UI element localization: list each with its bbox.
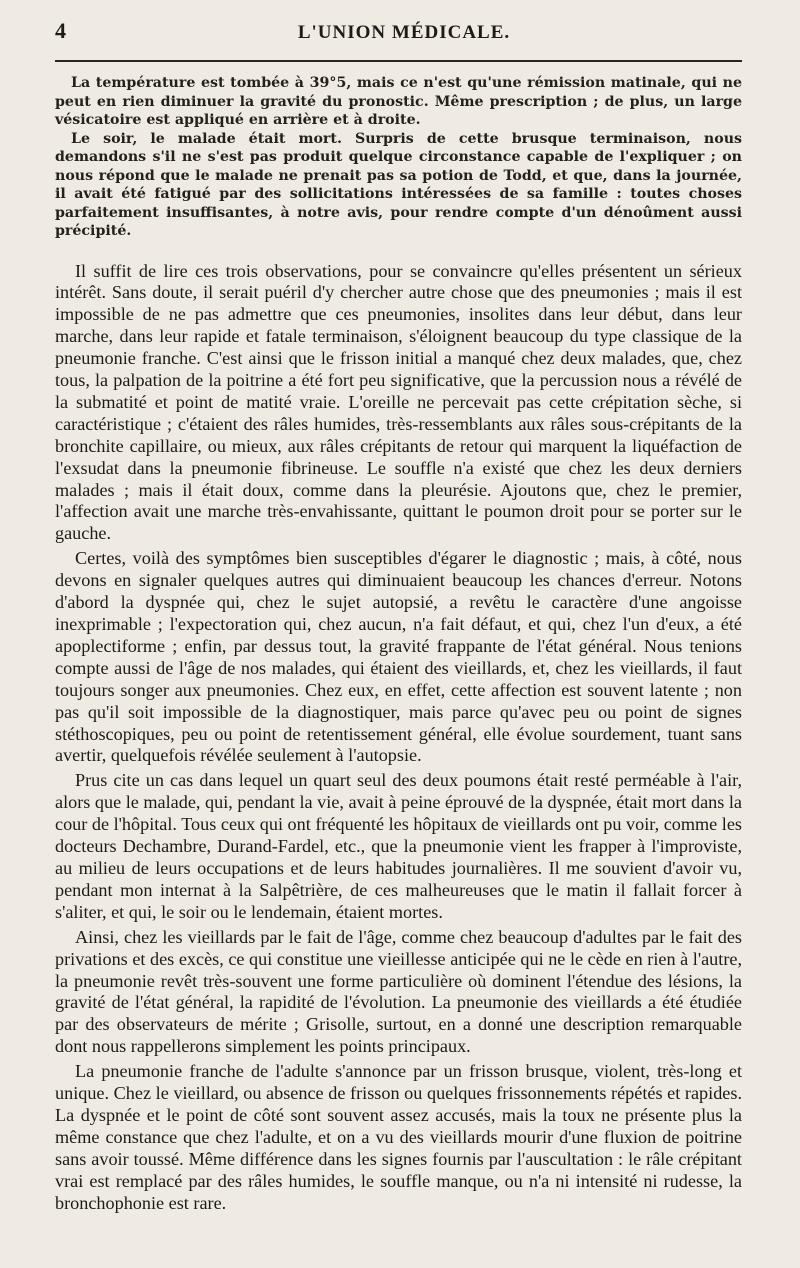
running-header	[55, 18, 742, 48]
page-number: 4	[55, 18, 66, 43]
observation-paragraph: Le soir, le malade était mort. Surpris de cette brusque terminaison, nous demandons s'il ne s'est pas produit quelque circonstance capable de l'expliquer ; on nous répond que le malade ne prenait pas sa potion de Todd, et que, dans la journée, il avait été fatigué par des sollicitations intéressées de sa famille : toutes choses parfaitement insuffisantes, à notre avis, pour rendre compte d'un dénoûment aussi précipité.	[55, 130, 742, 239]
body-paragraph: Prus cite un cas dans lequel un quart seul des deux poumons était resté perméable à l'air, alors que le malade, qui, pendant la vie, avait à peine éprouvé de la dyspnée, était mort dans la cour de l'hôpital. Tous ceux qui ont fréquenté les hôpitaux de vieillards ont pu voir, comme les docteurs Dechambre, Durand-Fardel, etc., que la pneumonie vient les frapper à l'improviste, au milieu de leurs occupations et de leurs habitudes journalières. Il me souvient d'avoir vu, pendant mon internat à la Salpêtrière, de ces malheureuses que le matin il fallait forcer à s'aliter, et qui, le soir ou le lendemain, étaient mortes.	[55, 770, 742, 922]
body-paragraph: Ainsi, chez les vieillards par le fait de l'âge, comme chez beaucoup d'adultes par le fait des privations et des excès, ce qui constitue une vieillesse anticipée qui ne le cède en rien à l'autre, la pneumonie revêt très-souvent une forme particulière où dominent l'étendue des lésions, la gravité de l'état général, la rapidité de l'évolution. La pneumonie des vieillards a été étudiée par des observateurs de mérite ; Grisolle, surtout, en a donné une description remarquable dont nous rappellerons simplement les points principaux.	[55, 926, 742, 1057]
header-rule	[55, 60, 742, 62]
body-paragraph: Il suffit de lire ces trois observations, pour se convaincre qu'elles présentent un sérieux intérêt. Sans doute, il serait puéril d'y chercher autre chose que des pneumonies ; mais il est impossible de ne pas admettre que ces pneumonies, insolites dans leur début, dans leur marche, dans leur rapide et fatale terminaison, s'éloignent beaucoup du type classique de la pneumonie franche. C'est ainsi que le frisson initial a manqué chez deux malades, que, chez tous, la palpation de la poitrine a été fort peu significative, que la percussion nous a révélé de la submatité et point de matité vraie. L'oreille ne percevait pas cette crépitation sèche, si caractéristique ; c'étaient des râles humides, très-ressemblants aux râles sous-crépitants de la bronchite capillaire, ou mieux, aux râles crépitants de retour qui marquent la liquéfaction de l'exsudat dans la pneumonie fibrineuse. Le souffle n'a existé que chez les deux derniers malades ; mais il était doux, comme dans la pleurésie. Ajoutons que, chez le premier, l'affection avait une marche très-envahissante, quittant le poumon droit pour se porter sur le gauche.	[55, 260, 742, 544]
body-paragraph: Certes, voilà des symptômes bien susceptibles d'égarer le diagnostic ; mais, à côté, nous devons en signaler quelques autres qui diminuaient beaucoup les chances d'erreur. Notons d'abord la dyspnée qui, chez le sujet autopsié, a revêtu le caractère d'une angoisse inexprimable ; l'expectoration qui, chez aucun, n'a fait défaut, et qui, chez l'un d'eux, a été apoplectiforme ; enfin, par dessus tout, la gravité frappante de l'état général. Nous tenions compte aussi de l'âge de nos malades, qui étaient des vieillards, et, chez les vieillards, il faut toujours songer aux pneumonies. Chez eux, en effet, cette affection est souvent latente ; non pas qu'il soit impossible de la diagnostiquer, mais parce qu'avec peu ou point de signes stéthoscopiques, peu ou point de retentissement général, elle évolue sourdement, tuant sans avertir, quelquefois révélée seulement à l'autopsie.	[55, 548, 742, 766]
main-text	[55, 261, 742, 1215]
body-paragraph: La pneumonie franche de l'adulte s'annonce par un frisson brusque, violent, très-long et unique. Chez le vieillard, ou absence de frisson ou quelques frissonnements répétés et rapides. La dyspnée et le point de côté sont souvent assez accusés, mais la toux ne présente plus la même constance que chez l'adulte, et on a vu des vieillards mourir d'une fluxion de poitrine sans avoir toussé. Même différence dans les signes fournis par l'auscultation : le râle crépitant vrai est remplacé par des râles humides, le souffle manque, ou n'a ni intensité ni rudesse, la bronchophonie est rare.	[55, 1061, 742, 1213]
observation-end	[55, 74, 742, 241]
observation-paragraph: La température est tombée à 39°5, mais ce n'est qu'une rémission matinale, qui ne peut en rien diminuer la gravité du pronostic. Même prescription ; de plus, un large vésicatoire est appliqué en arrière et à droite.	[55, 75, 742, 128]
journal-title: L'UNION MÉDICALE.	[297, 22, 511, 43]
